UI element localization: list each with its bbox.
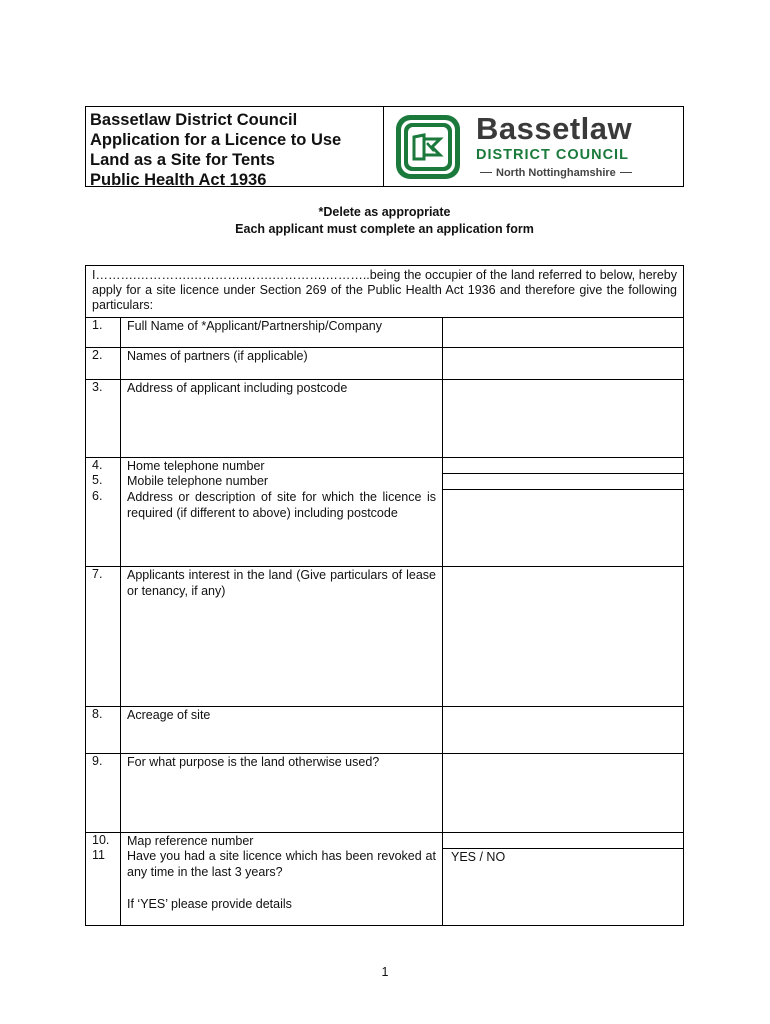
acreage-field[interactable]	[442, 707, 683, 753]
home-phone-field[interactable]	[442, 458, 683, 473]
form-row-5	[86, 473, 683, 489]
row-number: 4.	[92, 458, 103, 472]
header-box	[85, 106, 684, 187]
form-row-2	[86, 347, 683, 379]
row-number: 8.	[92, 707, 103, 721]
row-question-extra: If ‘YES’ please provide details	[127, 897, 292, 911]
form-row-1	[86, 317, 683, 347]
row-number: 6.	[92, 489, 103, 503]
form-row-11	[86, 848, 683, 925]
logo-subtitle: DISTRICT COUNCIL	[476, 146, 629, 163]
mobile-phone-field[interactable]	[442, 473, 683, 489]
row-question: Home telephone number	[127, 459, 265, 473]
form-row-7	[86, 566, 683, 706]
page-number: 1	[381, 965, 389, 979]
row-question: Address of applicant including postcode	[127, 381, 348, 395]
row-number: 11	[92, 848, 105, 862]
row-number: 1.	[92, 318, 103, 332]
title-line-4: Public Health Act 1936	[90, 171, 267, 189]
delete-note: *Delete as appropriate	[318, 205, 451, 219]
logo-name: Bassetlaw	[476, 110, 633, 146]
row-question: Have you had a site licence which has been revoked at any time in the last 3 years? If ‘YES’ please provide details	[127, 849, 436, 911]
row-question: Full Name of *Applicant/Partnership/Company	[127, 319, 382, 333]
title-line-2: Application for a Licence to Use	[90, 131, 342, 149]
row-question: Mobile telephone number	[127, 474, 269, 488]
logo-tagline-wrap	[476, 165, 636, 181]
applicant-note: Each applicant must complete an application form	[235, 222, 534, 236]
applicant-address-field[interactable]	[442, 380, 683, 457]
site-address-field[interactable]	[442, 489, 683, 566]
instructions	[85, 204, 684, 238]
row-question: Names of partners (if applicable)	[127, 349, 308, 363]
land-interest-field[interactable]	[442, 567, 683, 706]
row-number: 10.	[92, 833, 110, 847]
row-number: 2.	[92, 348, 103, 362]
form-row-10	[86, 832, 683, 848]
application-form	[85, 265, 684, 926]
form-row-3	[86, 379, 683, 457]
partners-field[interactable]	[442, 348, 683, 379]
form-row-9	[86, 753, 683, 832]
row-question: Map reference number	[127, 834, 254, 848]
map-reference-field[interactable]	[442, 833, 683, 848]
row-question: Applicants interest in the land (Give particulars of lease or tenancy, if any)	[127, 568, 436, 598]
land-use-field[interactable]	[442, 754, 683, 832]
form-row-6	[86, 489, 683, 566]
title-line-3: Land as a Site for Tents	[90, 151, 275, 169]
form-title	[86, 107, 384, 189]
council-emblem-icon	[394, 113, 462, 181]
applicant-name-field[interactable]	[442, 318, 683, 347]
row-number: 5.	[92, 473, 103, 487]
logo-tagline: North Nottinghamshire	[496, 166, 616, 179]
revoked-licence-field[interactable]: YES / NO	[442, 848, 683, 925]
row-question: Address or description of site for which the licence is required (if different to above) including postcode	[127, 490, 436, 520]
council-logo	[384, 107, 683, 186]
declaration-text: I……….………….………….…….………….………..being the occupier of the land referred to below, hereby apply for a site licence under Section 269 of the Public Health Act 1936 and therefore give the following particulars:	[92, 268, 677, 312]
row-number: 9.	[92, 754, 103, 768]
row-question: Acreage of site	[127, 708, 211, 722]
row-question: For what purpose is the land otherwise used?	[127, 755, 380, 769]
row-number: 3.	[92, 380, 103, 394]
title-line-1: Bassetlaw District Council	[90, 111, 298, 129]
form-row-8	[86, 706, 683, 753]
row-number: 7.	[92, 567, 103, 581]
form-row-4	[86, 457, 683, 473]
